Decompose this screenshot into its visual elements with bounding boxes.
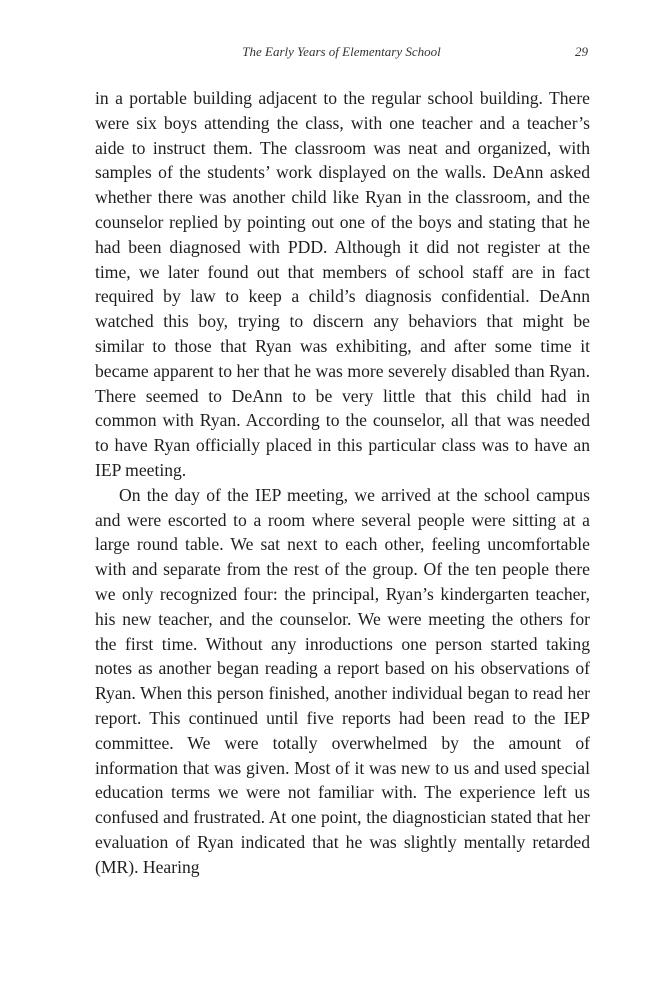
paragraph-continued: in a portable building adjacent to the regular school building. There were six boys attending the class, with one teacher and a teacher’s aide to instruct them. The classroom was neat and organized, with samples of the students’ work displayed on the walls. DeAnn asked whether there was another child like Ryan in the classroom, and the counselor replied by pointing out one of the boys and stating that he had been diagnosed with PDD. Although it did not register at the time, we later found out that members of school staff are in fact required by law to keep a child’s diagnosis confidential. DeAnn watched this boy, trying to discern any behaviors that might be similar to those that Ryan was exhibiting, and after some time it became apparent to her that he was more severely disabled than Ryan. There seemed to DeAnn to be very little that this child had in common with Ryan. According to the counselor, all that was needed to have Ryan officially placed in this particular class was to have an IEP meeting. — [95, 88, 590, 480]
page-number: 29 — [575, 44, 588, 59]
body-text — [95, 86, 590, 880]
paragraph-iep-meeting: On the day of the IEP meeting, we arrived at the school campus and were escorted to a room where several people were sitting at a large round table. We sat next to each other, feeling uncomfortable with and separate from the rest of the group. Of the ten people there we only recognized four: the principal, Ryan’s kindergarten teacher, his new teacher, and the counselor. We were meeting the others for the first time. Without any inroductions one person started taking notes as another began reading a report based on his observations of Ryan. When this person finished, another individual began to read her report. This continued until five reports had been read to the IEP committee. We were totally overwhelmed by the amount of information that was given. Most of it was new to us and used special education terms we were not familiar with. The experience left us confused and frustrated. At one point, the diagnostician stated that her evaluation of Ryan indicated that he was slightly mentally retarded (MR). Hearing — [95, 484, 590, 877]
running-head — [95, 44, 588, 64]
running-head-title: The Early Years of Elementary School — [242, 44, 441, 59]
